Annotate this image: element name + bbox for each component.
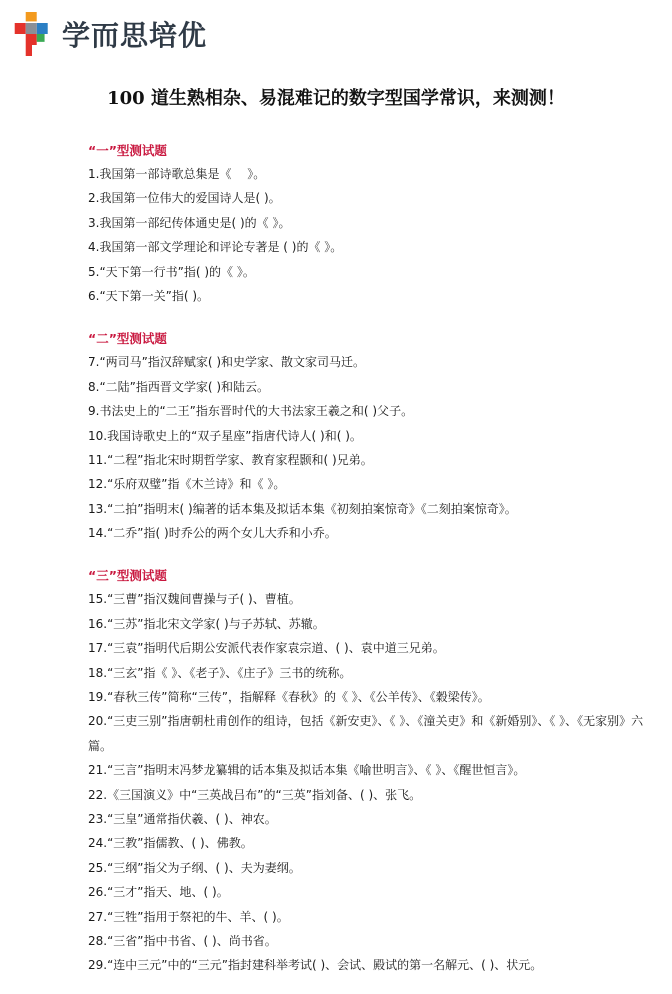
question-item: 3.我国第一部纪传体通史是( )的《 》。 [88,215,291,230]
section-heading: “三”型测试题 [88,568,167,584]
brand-name: 学而思培优 [62,19,208,52]
question-item: 24.“三教”指儒教、( )、佛教。 [88,836,253,851]
page-title: 100 道生熟相杂、易混难记的数字型国学常识，来测测！ [107,88,565,109]
question-item: 2.我国第一位伟大的爱国诗人是( )。 [88,191,281,206]
question-item: 19.“春秋三传”简称“三传”，指解释《春秋》的《 》、《公羊传》、《穀梁传》。 [88,690,490,705]
question-item: 10.我国诗歌史上的“双子星座”指唐代诗人( )和( )。 [88,428,362,443]
question-item: 8.“二陆”指西晋文学家( )和陆云。 [88,379,270,394]
question-item: 17.“三袁”指明代后期公安派代表作家袁宗道、( )、袁中道三兄弟。 [88,641,445,656]
question-item: 21.“三言”指明末冯梦龙纂辑的话本集及拟话本集《喻世明言》、《 》、《醒世恒言》。 [88,763,526,778]
question-item: 20.“三吏三别”指唐朝杜甫创作的组诗，包括《新安吏》、《 》、《潼关吏》和《新婚别》、《 》、《无家别》六篇。 [88,714,644,753]
question-item: 29.“连中三元”中的“三元”指封建科举考试( )、会试、殿试的第一名解元、( )、状元。 [88,958,543,973]
question-item: 25.“三纲”指父为子纲、( )、夫为妻纲。 [88,860,301,875]
question-item: 12.“乐府双璧”指《木兰诗》和《 》。 [88,477,286,492]
brand-logo-icon [10,12,54,56]
question-item: 7.“两司马”指汉辞赋家( )和史学家、散文家司马迁。 [88,355,366,370]
question-list [88,140,658,978]
question-item: 1.我国第一部诗歌总集是《 》。 [88,167,266,181]
question-item: 18.“三玄”指《 》、《老子》、《庄子》三书的统称。 [88,665,352,680]
question-item: 6.“天下第一关”指( )。 [88,288,210,303]
question-item: 9.书法史上的“二王”指东晋时代的大书法家王羲之和( )父子。 [88,404,414,419]
question-item: 22.《三国演义》中“三英战吕布”的“三英”指刘备、( )、张飞。 [88,787,422,802]
question-item: 4.我国第一部文学理论和评论专著是 ( )的《 》。 [88,240,343,255]
question-item: 28.“三省”指中书省、( )、尚书省。 [88,933,277,948]
question-item: 15.“三曹”指汉魏间曹操与子( )、曹植。 [88,592,301,607]
section-heading: “二”型测试题 [88,331,167,347]
question-item: 26.“三才”指天、地、( )。 [88,885,229,900]
question-item: 14.“二乔”指( )时乔公的两个女儿大乔和小乔。 [88,526,337,541]
section-heading: “一”型测试题 [88,143,167,158]
question-item: 13.“二拍”指明末( )编著的话本集及拟话本集《初刻拍案惊奇》《二刻拍案惊奇》。 [88,501,517,516]
question-item: 23.“三皇”通常指伏羲、( )、神农。 [88,812,277,827]
question-item: 27.“三牲”指用于祭祀的牛、羊、( )。 [88,909,289,924]
brand-logo [10,12,207,56]
question-item: 11.“二程”指北宋时期哲学家、教育家程颢和( )兄弟。 [88,452,373,467]
question-item: 5.“天下第一行书”指( )的《 》。 [88,264,255,279]
question-item: 16.“三苏”指北宋文学家( )与子苏轼、苏辙。 [88,616,325,631]
